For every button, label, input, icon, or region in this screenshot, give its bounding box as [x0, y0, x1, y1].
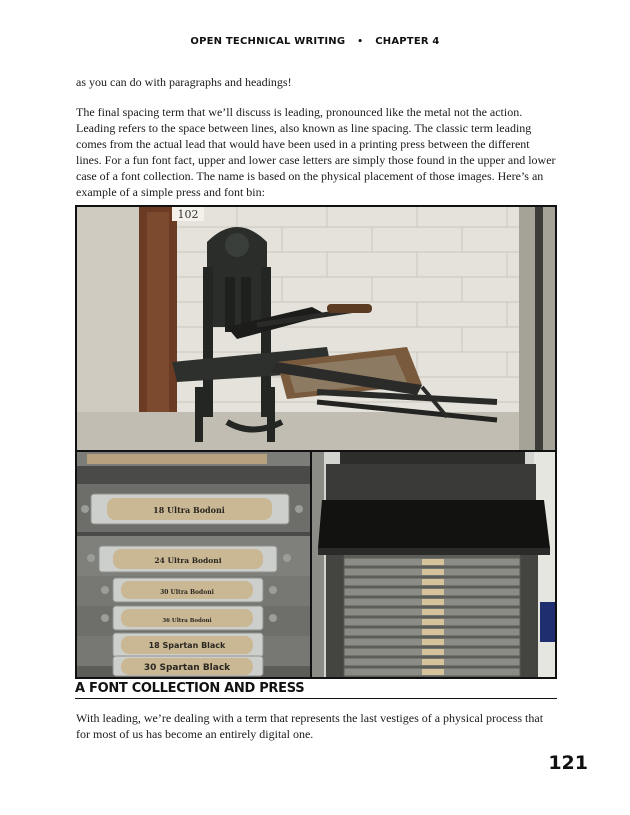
running-head-title: OPEN TECHNICAL WRITING — [190, 36, 346, 47]
paragraph-leading: The final spacing term that we’ll discuss is leading, pronounced like the metal not the action. Leading refers to the space between lines, also known as line spacing. The classic term leading comes from the actual lead that would have been used in a printing press between the different lines. For a fun font fact, upper and lower case letters are simply those found in the upper and lower case of a font collection. The name is based on the physical placement of those images. Here’s an example of a simple press and font bin: — [76, 105, 556, 199]
paragraph-closing: With leading, we’re dealing with a term that represents the last vestiges of a physical process that for most of us has become an entirely digital one. — [76, 711, 544, 741]
drawer-label-6: 30 Spartan Black — [143, 663, 231, 673]
drawer-label-4: 36 Ultra Bodoni — [162, 618, 212, 624]
running-head-chapter: CHAPTER 4 — [375, 36, 440, 47]
running-head-separator: • — [357, 37, 364, 47]
figure-font-collection — [75, 205, 557, 679]
running-head — [0, 36, 630, 47]
type-cabinet-photo — [312, 452, 555, 677]
figure-caption: A FONT COLLECTION AND PRESS — [75, 680, 557, 699]
type-drawers-photo — [77, 452, 310, 677]
paragraph-continuation: as you can do with paragraphs and headings! — [76, 75, 292, 89]
drawer-label-1: 18 Ultra Bodoni — [153, 505, 225, 515]
drawer-label-5: 18 Spartan Black — [148, 641, 226, 650]
page-number: 121 — [548, 752, 588, 774]
drawer-label-3: 30 Ultra Bodoni — [160, 589, 214, 596]
drawer-label-2: 24 Ultra Bodoni — [154, 556, 222, 565]
printing-press-photo — [77, 207, 555, 450]
room-number: 102 — [177, 208, 199, 221]
